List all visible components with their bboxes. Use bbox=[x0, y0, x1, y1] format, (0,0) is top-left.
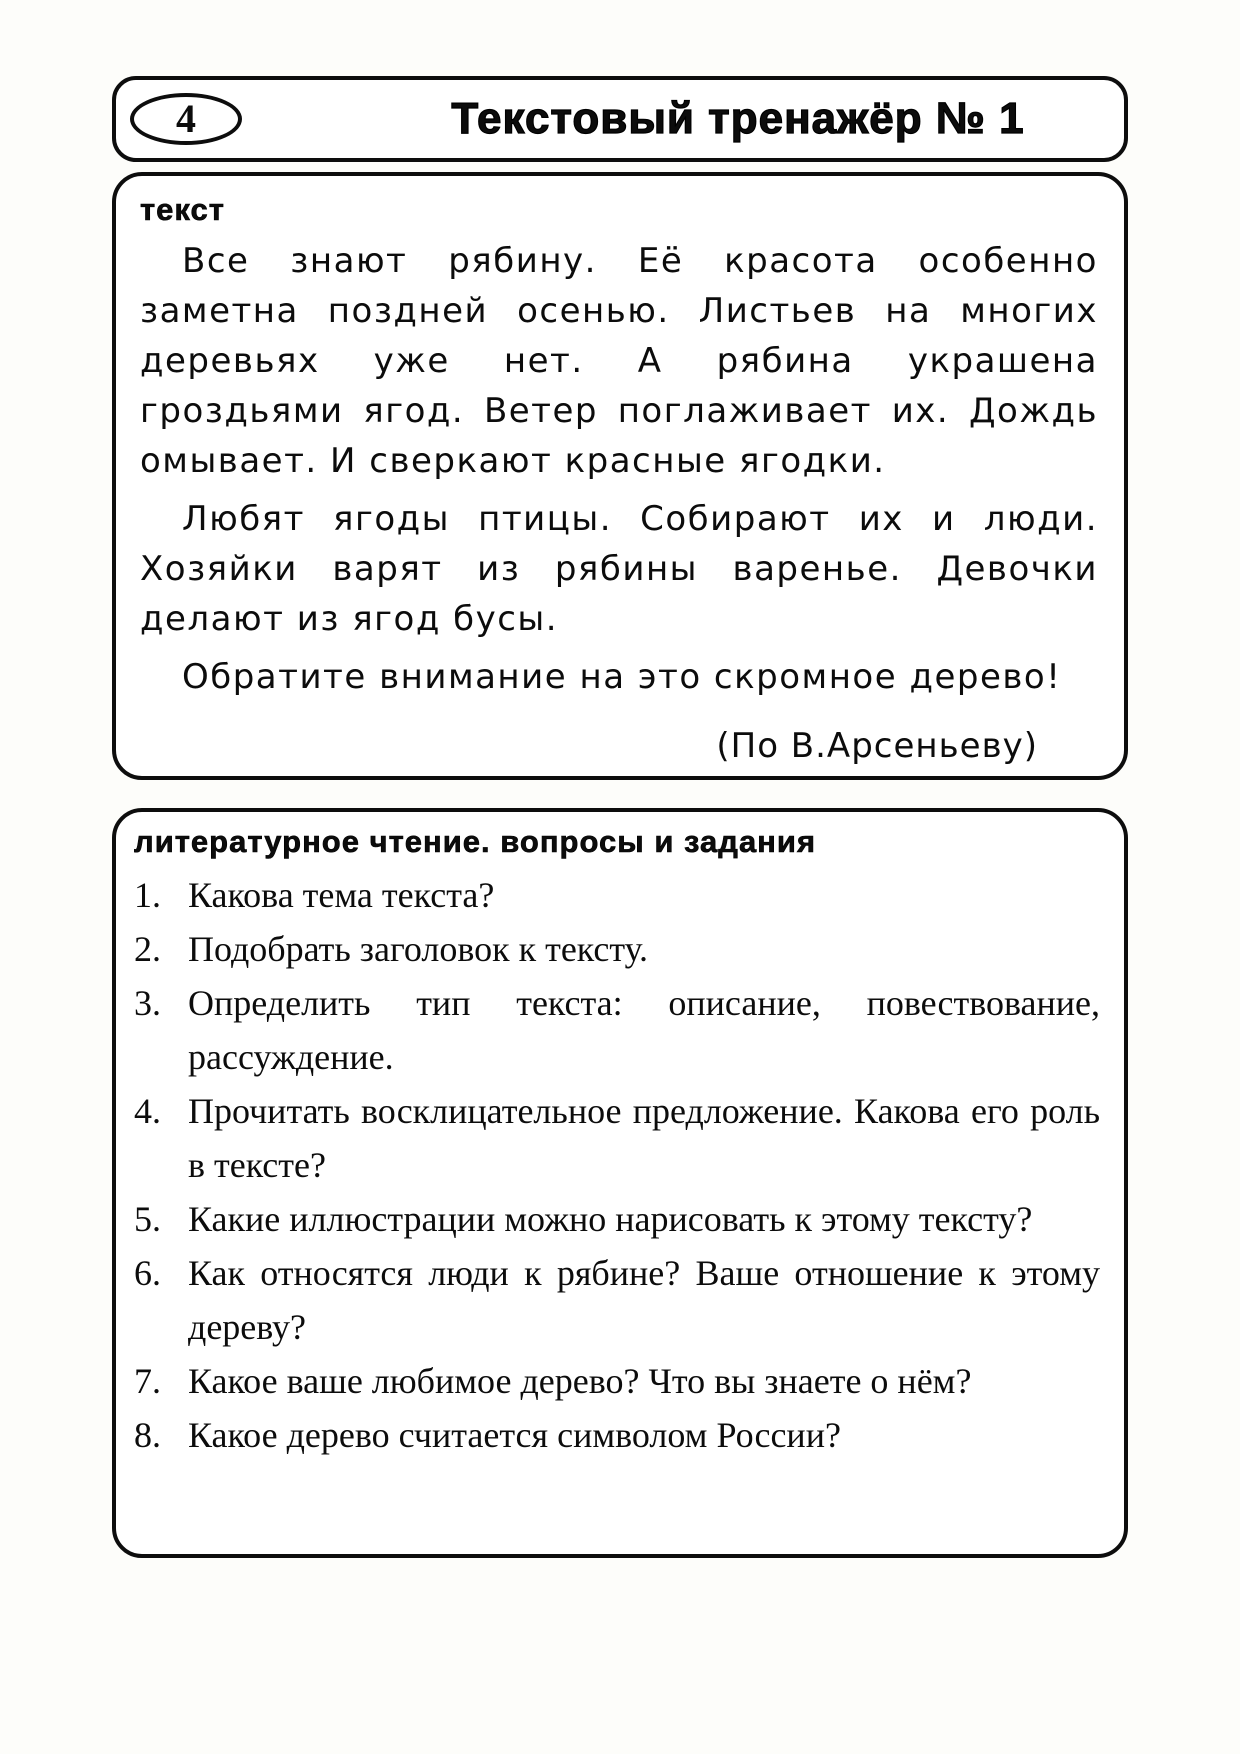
question-item bbox=[134, 1246, 1100, 1354]
question-number: 2. bbox=[134, 929, 161, 969]
question-item bbox=[134, 1084, 1100, 1192]
question-item bbox=[134, 868, 1100, 922]
questions-box bbox=[112, 808, 1128, 1558]
question-text: Подобрать заголовок к тексту. bbox=[188, 929, 649, 969]
question-number: 8. bbox=[134, 1415, 161, 1455]
text-paragraph: Все знают рябину. Её красота особенно заметна поздней осенью. Листьев на многих деревьях уже нет. А рябина украшена гроздьями ягод. Ветер поглаживает их. Дождь омывает. И сверкают красные ягодки. bbox=[140, 241, 1098, 481]
page-header bbox=[112, 76, 1128, 162]
text-paragraph: Обратите внимание на это скромное дерево! bbox=[182, 657, 1062, 697]
text-box-label: текст bbox=[140, 192, 225, 227]
question-number: 7. bbox=[134, 1361, 161, 1401]
question-item bbox=[134, 1192, 1100, 1246]
question-number: 6. bbox=[134, 1253, 161, 1293]
question-text: Какое ваше любимое дерево? Что вы знаете о нём? bbox=[188, 1361, 972, 1401]
question-text: Какое дерево считается символом России? bbox=[188, 1415, 841, 1455]
page-number-badge bbox=[130, 93, 242, 145]
question-item bbox=[134, 1408, 1100, 1462]
page-title: Текстовый тренажёр № 1 bbox=[451, 94, 1025, 143]
question-text: Какова тема текста? bbox=[188, 875, 495, 915]
question-number: 1. bbox=[134, 875, 161, 915]
question-item bbox=[134, 1354, 1100, 1408]
question-text: Прочитать восклицательное предложение. Какова его роль в тексте? bbox=[188, 1091, 1100, 1185]
questions-list bbox=[134, 868, 1100, 1462]
page-number: 4 bbox=[176, 96, 196, 141]
attribution: (По В.Арсеньеву) bbox=[716, 726, 1038, 766]
question-text: Какие иллюстрации можно нарисовать к этому тексту? bbox=[188, 1199, 1033, 1239]
question-number: 3. bbox=[134, 983, 161, 1023]
text-box bbox=[112, 172, 1128, 780]
text-paragraph: Любят ягоды птицы. Собирают их и люди. Хозяйки варят из рябины варенье. Девочки делают из ягод бусы. bbox=[140, 499, 1098, 639]
question-item bbox=[134, 976, 1100, 1084]
questions-box-label: литературное чтение. вопросы и задания bbox=[134, 824, 817, 859]
question-text: Определить тип текста: описание, повествование, рассуждение. bbox=[188, 983, 1100, 1077]
question-item bbox=[134, 922, 1100, 976]
question-number: 4. bbox=[134, 1091, 161, 1131]
question-number: 5. bbox=[134, 1199, 161, 1239]
question-text: Как относятся люди к рябине? Ваше отношение к этому дереву? bbox=[188, 1253, 1100, 1347]
